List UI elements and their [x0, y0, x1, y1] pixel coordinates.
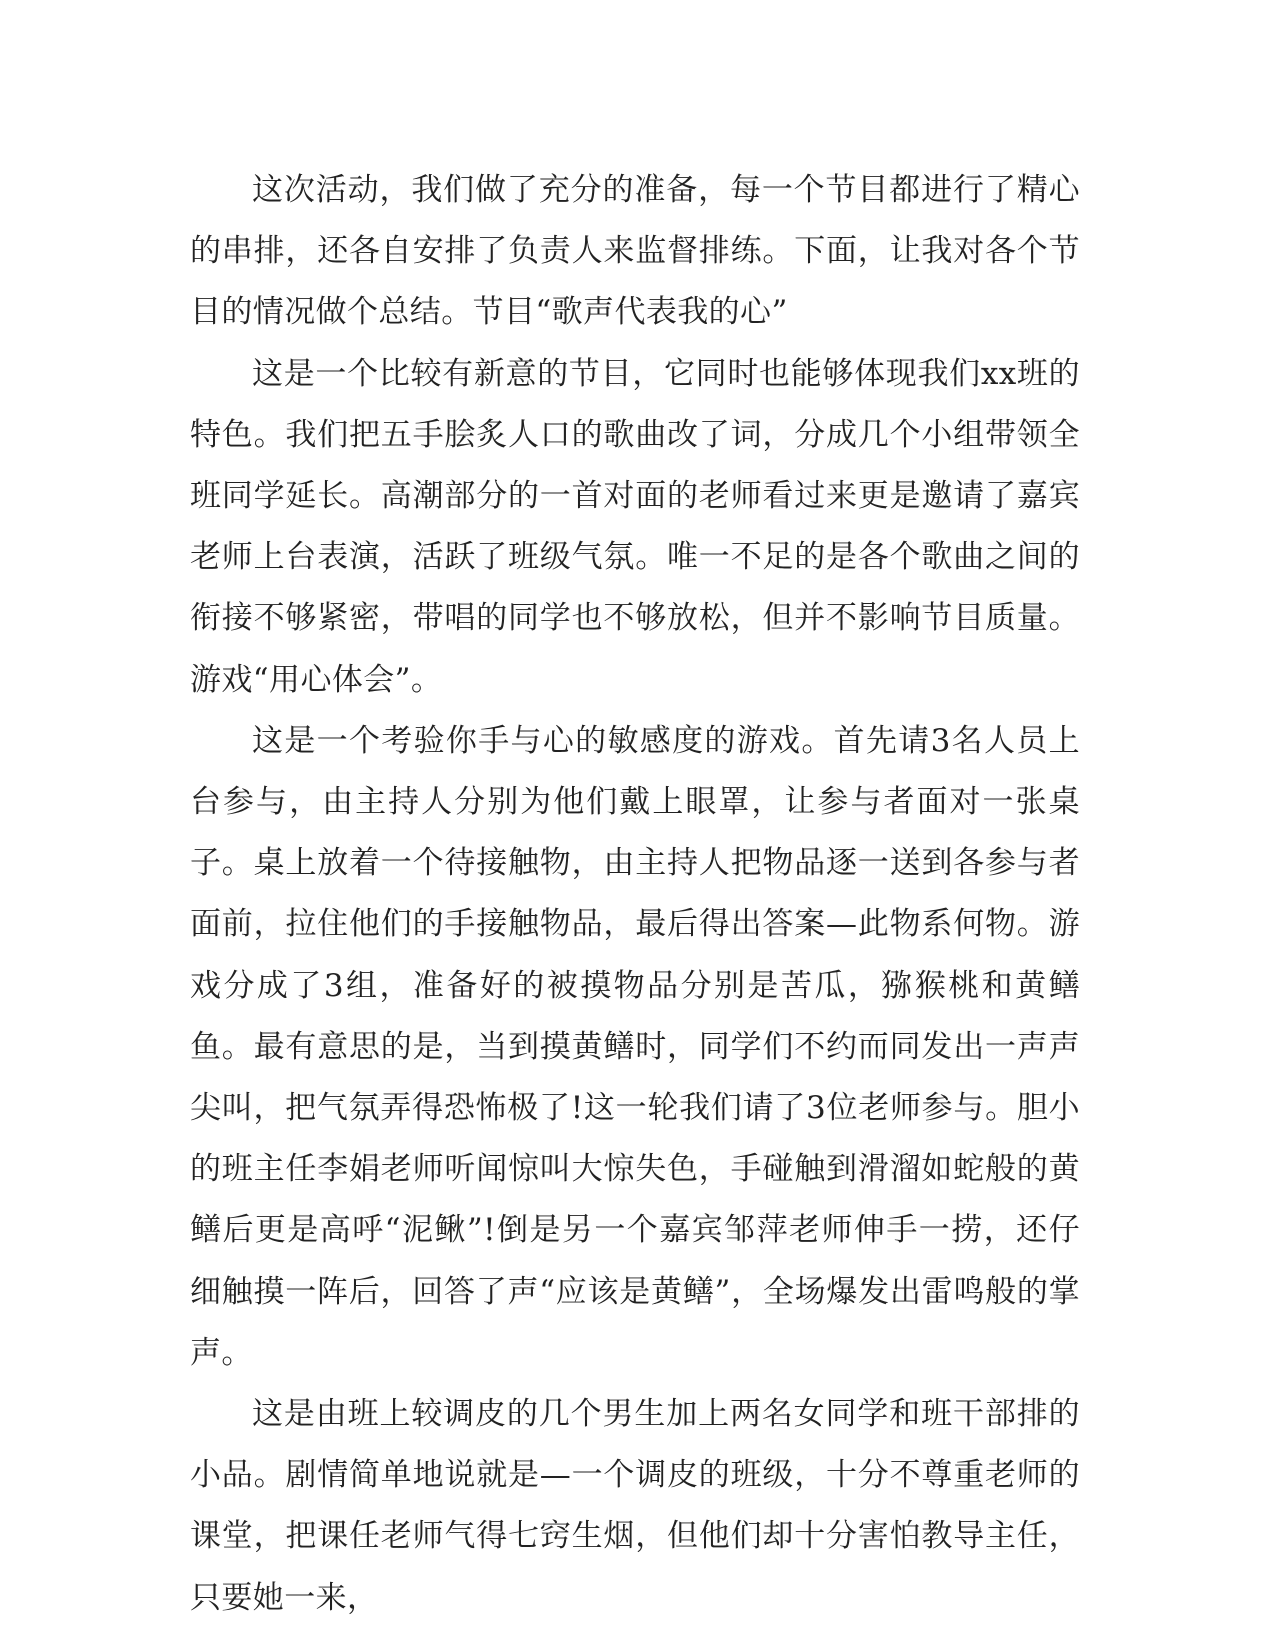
- paragraph-touch-game: 这是一个考验你手与心的敏感度的游戏。首先请3名人员上台参与，由主持人分别为他们戴上眼罩，让参与者面对一张桌子。桌上放着一个待接触物，由主持人把物品逐一送到各参与者面前，拉住他们的手接触物品，最后得出答案—此物系何物。游戏分成了3组，准备好的被摸物品分别是苦瓜，猕猴桃和黄鳝鱼。最有意思的是，当到摸黄鳝时，同学们不约而同发出一声声尖叫，把气氛弄得恐怖极了!这一轮我们请了3位老师参与。胆小的班主任李娟老师听闻惊叫大惊失色，手碰触到滑溜如蛇般的黄鳝后更是高呼“泥鳅”!倒是另一个嘉宾邹萍老师伸手一捞，还仔细触摸一阵后，回答了声“应该是黄鳝”，全场爆发出雷鸣般的掌声。: [190, 722, 1080, 1371]
- paragraph-program-summary: 这次活动，我们做了充分的准备，每一个节目都进行了精心的串排，还各自安排了负责人来监督排练。下面，让我对各个节目的情况做个总结。节目“歌声代表我的心”: [190, 172, 1080, 331]
- body-text: [190, 160, 1080, 1629]
- paragraph-skit: 这是由班上较调皮的几个男生加上两名女同学和班干部排的小品。剧情简单地说就是—一个调皮的班级，十分不尊重老师的课堂，把课任老师气得七窍生烟，但他们却十分害怕教导主任，只要她一来，: [190, 1396, 1080, 1616]
- paragraph-song-program: 这是一个比较有新意的节目，它同时也能够体现我们xx班的特色。我们把五手脍炙人口的歌曲改了词，分成几个小组带领全班同学延长。高潮部分的一首对面的老师看过来更是邀请了嘉宾老师上台表演，活跃了班级气氛。唯一不足的是各个歌曲之间的衔接不够紧密，带唱的同学也不够放松，但并不影响节目质量。游戏“用心体会”。: [190, 355, 1080, 698]
